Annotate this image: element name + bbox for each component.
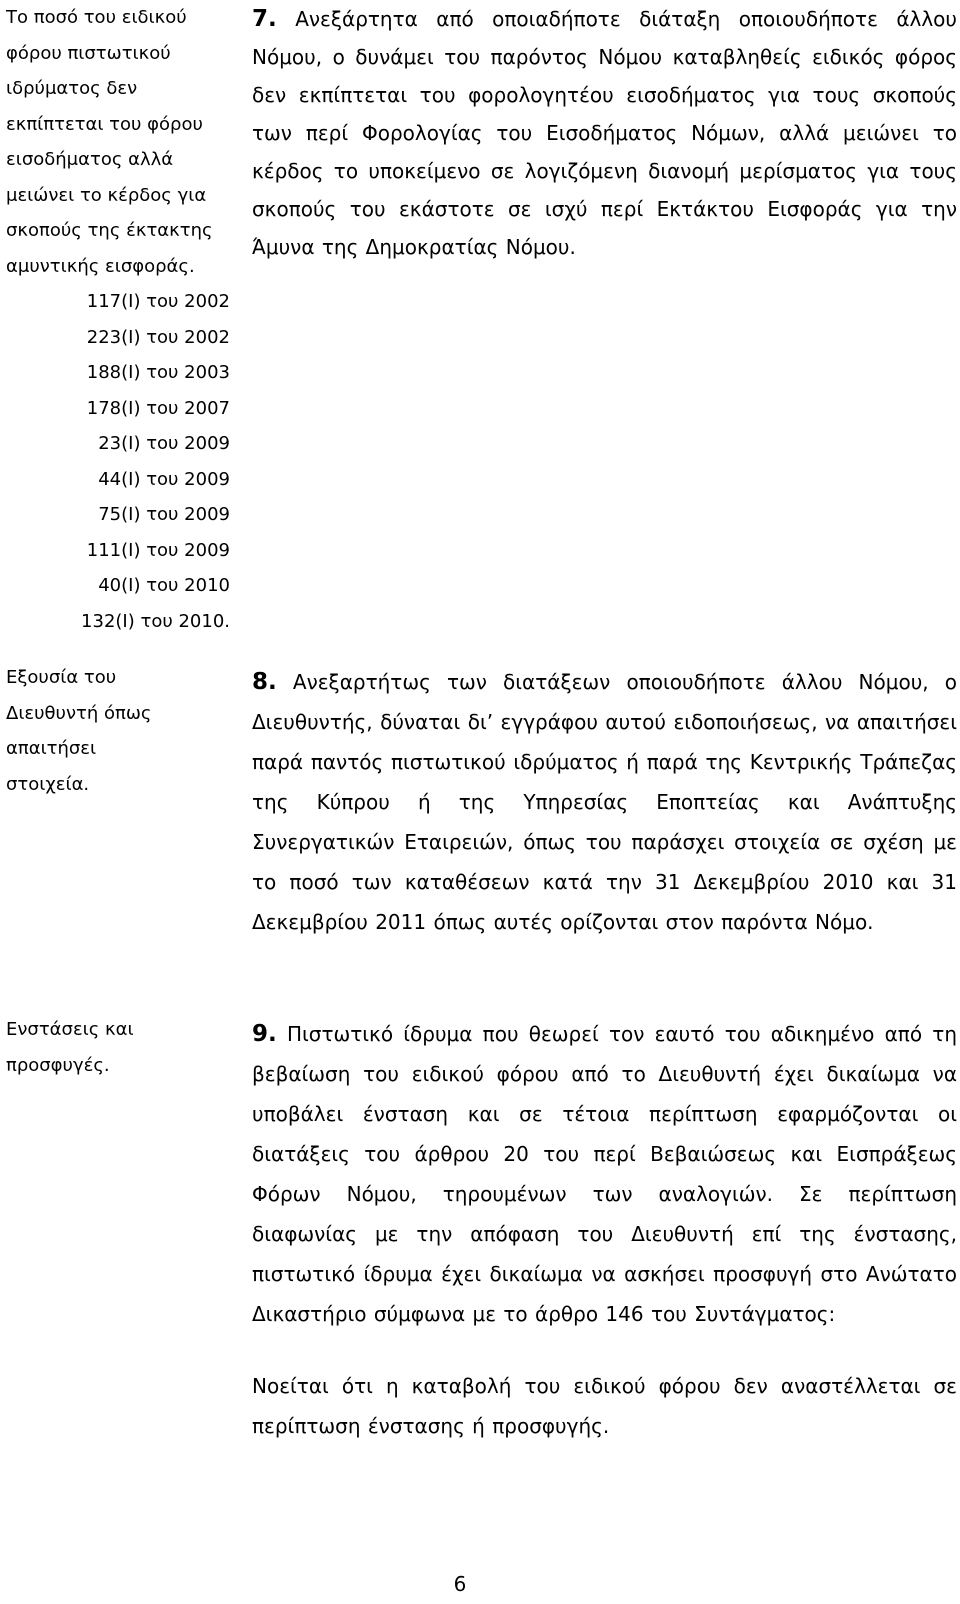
section-body bbox=[252, 0, 957, 266]
section-body bbox=[252, 1014, 957, 1446]
margin-note: Ενστάσεις και προσφυγές. bbox=[6, 1019, 134, 1076]
margin-note: Το ποσό του ειδικού φόρου πιστωτικού ιδρύματος δεν εκπίπτεται του φόρου εισοδήματος αλλά μειώνει το κέρδος για σκοπούς της έκτακτης αμυντικής εισφοράς. bbox=[6, 7, 213, 277]
section-number: 8. bbox=[252, 669, 277, 695]
section-text: Ανεξάρτητα από οποιαδήποτε διάταξη οποιουδήποτε άλλου Νόμου, ο δυνάμει του παρόντος Νόμου καταβληθείς ειδικός φόρος δεν εκπίπτεται του φορολογητέου εισοδήματος για τους σκοπούς των περί Φορολογίας του Εισοδήματος Νόμων, αλλά μειώνει το κέρδος το υποκείμενο σε λογιζόμενη διανομή μερίσματος για τους σκοπούς του εκάστοτε σε ισχύ περί Εκτάκτου Εισφοράς για την Άμυνα της Δημοκρατίας Νόμου. bbox=[252, 7, 957, 259]
section-text: Ανεξαρτήτως των διατάξεων οποιουδήποτε άλλου Νόμου, ο Διευθυντής, δύναται δι’ εγγράφου αυτού ειδοποιήσεως, να απαιτήσει παρά παντός πιστωτικού ιδρύματος ή παρά της Κεντρικής Τράπεζας της Κύπρου ή της Υπηρεσίας Εποπτείας και Ανάπτυξης Συνεργατικών Εταιρειών, όπως του παράσχει στοιχεία σε σχέση με το ποσό των καταθέσεων κατά την 31 Δεκεμβρίου 2010 και 31 Δεκεμβρίου 2011 όπως αυτές ορίζονται στον παρόντα Νόμο. bbox=[252, 670, 957, 934]
margin-column bbox=[6, 660, 246, 802]
margin-column bbox=[6, 0, 246, 639]
law-reference: 23(Ι) του 2009 bbox=[98, 433, 230, 454]
section-number: 7. bbox=[252, 6, 277, 32]
law-reference: 44(Ι) του 2009 bbox=[98, 468, 230, 490]
proviso-paragraph: Νοείται ότι η καταβολή του ειδικού φόρου δεν αναστέλλεται σε περίπτωση ένστασης ή προσφυγής. bbox=[252, 1374, 957, 1438]
section-paragraph bbox=[252, 0, 957, 266]
margin-note: Εξουσία του Διευθυντή όπως απαιτήσει στοιχεία. bbox=[6, 667, 152, 795]
page-number: 6 bbox=[453, 1572, 467, 1596]
law-reference: 178(Ι) του 2007 bbox=[86, 397, 230, 419]
section-number: 9. bbox=[252, 1021, 277, 1047]
law-reference-list bbox=[6, 284, 230, 639]
law-reference: 188(Ι) του 2003 bbox=[86, 362, 230, 383]
section-paragraph bbox=[252, 1014, 957, 1334]
section-paragraph bbox=[252, 662, 957, 942]
law-reference: 40(Ι) του 2010 bbox=[98, 575, 230, 596]
law-reference: 117(Ι) του 2002 bbox=[86, 291, 230, 312]
law-reference: 111(Ι) του 2009 bbox=[86, 539, 230, 561]
section-body bbox=[252, 662, 957, 942]
section-text: Πιστωτικό ίδρυμα που θεωρεί τον εαυτό του αδικημένο από τη βεβαίωση του ειδικού φόρου από το Διευθυντή έχει δικαίωμα να υποβάλει ένσταση και σε τέτοια περίπτωση εφαρμόζονται οι διατάξεις του άρθρου 20 του περί Βεβαιώσεως και Εισπράξεως Φόρων Νόμου, τηρουμένων των αναλογιών. Σε περίπτωση διαφωνίας με την απόφαση του Διευθυντή επί της ένστασης, πιστωτικό ίδρυμα έχει δικαίωμα να ασκήσει προσφυγή στο Ανώτατο Δικαστήριο σύμφωνα με το άρθρο 146 του Συντάγματος: bbox=[252, 1022, 957, 1326]
law-reference: 75(Ι) του 2009 bbox=[98, 504, 230, 525]
margin-column bbox=[6, 1012, 246, 1083]
law-reference: 223(Ι) του 2002 bbox=[86, 326, 230, 348]
law-reference: 132(Ι) του 2010. bbox=[81, 610, 230, 632]
